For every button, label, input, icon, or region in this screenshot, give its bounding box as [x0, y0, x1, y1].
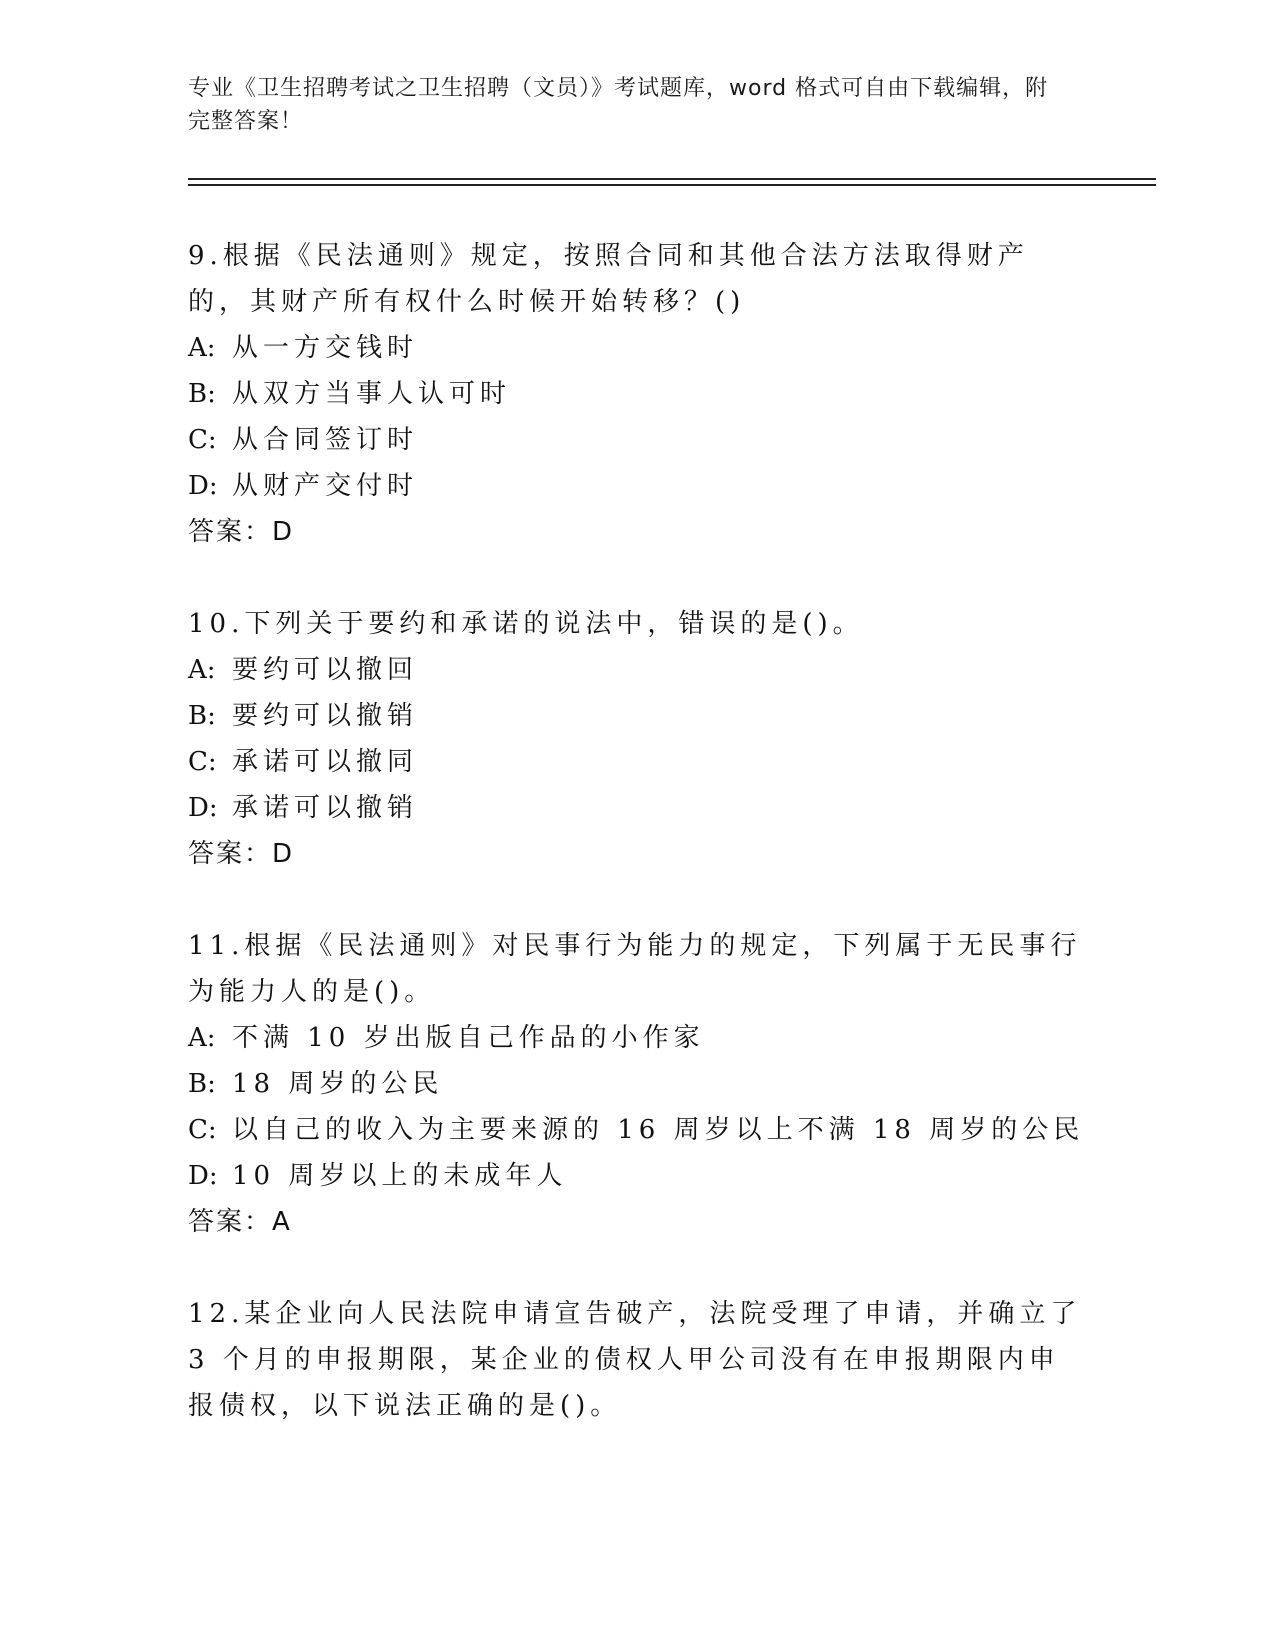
question-text: 11.根据《民法通则》对民事行为能力的规定，下列属于无民事行为能力人的是()。: [188, 931, 1082, 1007]
option-letter: A:: [188, 333, 216, 363]
header-divider-top: [188, 178, 1156, 180]
option-letter: C:: [188, 425, 217, 455]
option-text: 要约可以撤回: [232, 655, 419, 685]
option-text: 10 周岁以上的未成年人: [232, 1161, 568, 1191]
option-letter: B:: [188, 379, 216, 409]
option-b: [188, 693, 1088, 739]
option-text: 承诺可以撤销: [232, 793, 419, 823]
option-c: [188, 417, 1088, 463]
option-text: 从双方当事人认可时: [232, 379, 512, 409]
question-10: [188, 601, 1088, 877]
option-a: [188, 647, 1088, 693]
option-c: [188, 1107, 1088, 1153]
option-d: [188, 463, 1088, 509]
option-letter: C:: [188, 1115, 217, 1145]
question-text: 9.根据《民法通则》规定，按照合同和其他合法方法取得财产的，其财产所有权什么时候开始转移？(): [188, 241, 1029, 317]
option-text: 以自己的收入为主要来源的 16 周岁以上不满 18 周岁的公民: [232, 1115, 1085, 1145]
answer-line: 答案：D: [188, 517, 295, 547]
question-9: [188, 233, 1088, 555]
answer-line: 答案：D: [188, 839, 295, 869]
option-letter: B:: [188, 701, 216, 731]
option-text: 从合同签订时: [232, 425, 419, 455]
question-11: [188, 923, 1088, 1245]
option-letter: D:: [188, 471, 218, 501]
option-a: [188, 1015, 1088, 1061]
option-c: [188, 739, 1088, 785]
answer-line: 答案：A: [188, 1207, 292, 1237]
option-d: [188, 785, 1088, 831]
option-letter: A:: [188, 1023, 216, 1053]
option-letter: A:: [188, 655, 216, 685]
option-text: 要约可以撤销: [232, 701, 419, 731]
option-letter: C:: [188, 747, 217, 777]
document-header: 专业《卫生招聘考试之卫生招聘（文员）》考试题库，word 格式可自由下载编辑，附完整答案！: [188, 76, 1049, 134]
option-d: [188, 1153, 1088, 1199]
option-b: [188, 1061, 1088, 1107]
option-letter: D:: [188, 1161, 218, 1191]
option-letter: B:: [188, 1069, 216, 1099]
option-b: [188, 371, 1088, 417]
header-divider-bottom: [188, 184, 1156, 186]
option-text: 从财产交付时: [232, 471, 419, 501]
option-text: 18 周岁的公民: [232, 1069, 444, 1099]
question-text: 12.某企业向人民法院申请宣告破产，法院受理了申请，并确立了 3 个月的申报期限，某企业的债权人甲公司没有在申报期限内申报债权，以下说法正确的是()。: [188, 1299, 1082, 1421]
question-text: 10.下列关于要约和承诺的说法中，错误的是()。: [188, 609, 864, 639]
question-list: [188, 233, 1088, 1475]
option-text: 不满 10 岁出版自己作品的小作家: [232, 1023, 705, 1053]
option-a: [188, 325, 1088, 371]
option-text: 从一方交钱时: [232, 333, 419, 363]
option-letter: D:: [188, 793, 218, 823]
question-12: [188, 1291, 1088, 1429]
option-text: 承诺可以撤同: [232, 747, 419, 777]
